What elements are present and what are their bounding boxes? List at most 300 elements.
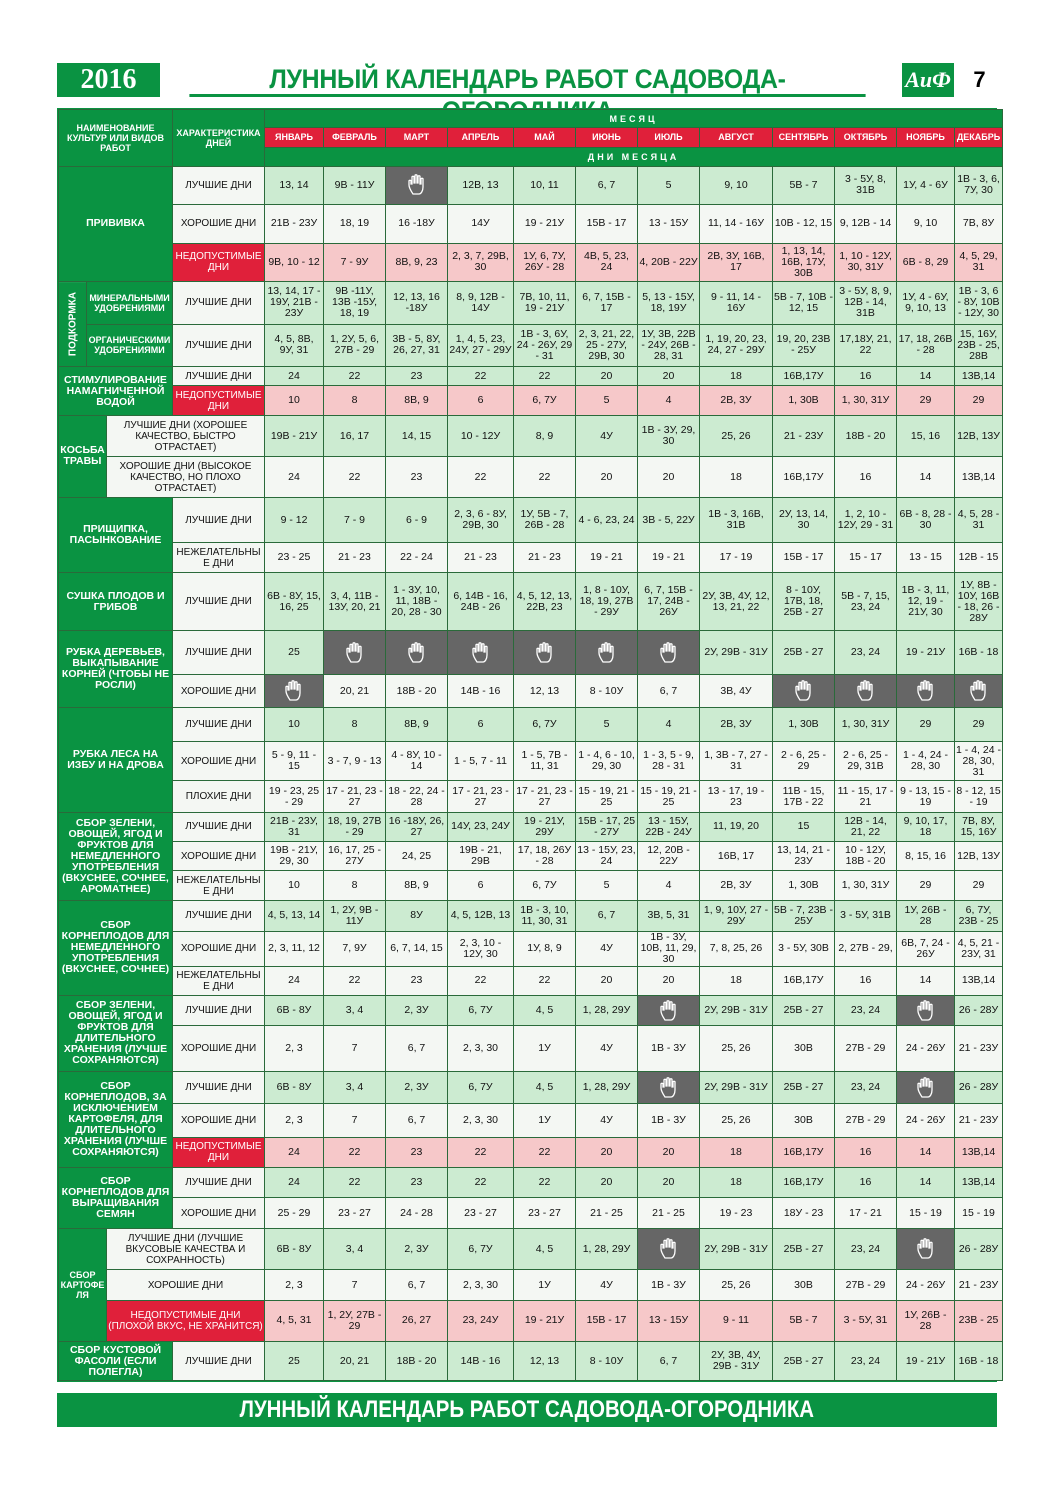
table-row — [59, 386, 1003, 415]
month-header: ОКТЯБРЬ — [835, 128, 897, 148]
day-cell: 17, 18, 26У - 28 — [514, 842, 576, 871]
day-cell: 7, 8, 25, 26 — [700, 932, 773, 966]
day-cell: 17 - 19 — [700, 543, 773, 572]
hand-stop-icon — [596, 641, 618, 665]
day-cell: 2У, 29В - 31У — [700, 1071, 773, 1103]
day-cell: 24 - 26У — [897, 1270, 955, 1300]
table-row — [59, 631, 1003, 675]
day-cell: 30В — [773, 1104, 835, 1137]
day-cell: 8В, 9 — [386, 871, 448, 900]
day-cell: 3, 4 — [324, 1228, 386, 1270]
day-cell: 14, 15 — [386, 415, 448, 457]
day-cell: 2, 3, 21, 22, 25 - 27У, 29В, 30 — [576, 324, 638, 367]
day-cell: 13В,14 — [955, 966, 1003, 995]
row-label-best: ЛУЧШИЕ ДНИ — [173, 282, 265, 325]
day-cell: 12, 13 — [514, 1342, 576, 1381]
day-cell: 20 — [576, 1168, 638, 1198]
day-cell: 9 - 13, 15 - 19 — [897, 781, 955, 812]
group-kosba: КОСЬБА ТРАВЫ — [59, 415, 107, 497]
day-cell: 14 — [897, 1137, 955, 1167]
group-stim: СТИМУЛИРОВАНИЕ НАМАГНИЧЕННОЙ ВОДОЙ — [59, 367, 173, 416]
day-cell: 6В - 8У — [265, 995, 324, 1025]
day-cell: 5 — [638, 166, 700, 204]
day-cell: 27В - 29 — [835, 1026, 897, 1072]
row-label-best: ЛУЧШИЕ ДНИ — [173, 367, 265, 386]
group-sbor-fasoli: СБОР КУСТОВОЙ ФАСОЛИ (ЕСЛИ ПОЛЕГЛА) — [59, 1342, 173, 1381]
hand-stop-icon — [534, 641, 556, 665]
day-cell: 22 — [514, 1137, 576, 1167]
day-cell: 22 — [448, 457, 514, 498]
row-label-kart-best: ЛУЧШИЕ ДНИ (ЛУЧШИЕ ВКУСОВЫЕ КАЧЕСТВА И СОХРАННОСТЬ) — [107, 1228, 265, 1270]
day-cell: 17,18У, 21, 22 — [835, 324, 897, 367]
day-cell: 6 — [448, 386, 514, 415]
hand-stop-icon — [915, 1237, 937, 1261]
hand-stop-icon — [915, 999, 937, 1023]
day-cell: 16 — [835, 966, 897, 995]
day-cell: 1, 2У, 27В - 29 — [324, 1300, 386, 1342]
day-cell: 20 — [638, 1137, 700, 1167]
day-cell: 29 — [897, 708, 955, 741]
day-cell: 12В, 13У — [955, 842, 1003, 871]
day-cell: 21 - 23У — [955, 1104, 1003, 1137]
day-cell: 19 - 21У — [514, 205, 576, 243]
day-cell: 1, 2У, 5, 6, 27В - 29 — [324, 324, 386, 367]
hand-stop-icon — [897, 1228, 955, 1270]
hand-stop-icon — [470, 641, 492, 665]
day-cell: 1В - 3, 11, 12, 19 - 21У, 30 — [897, 572, 955, 631]
day-cell: 21 - 23 — [514, 543, 576, 572]
day-cell: 15, 16 — [897, 415, 955, 457]
day-cell: 6В - 8У — [265, 1228, 324, 1270]
day-cell: 13, 14, 21 - 23У — [773, 842, 835, 871]
day-cell: 16 — [835, 1137, 897, 1167]
day-cell: 5В - 7, 23В - 25У — [773, 900, 835, 931]
day-cell: 22 — [448, 1137, 514, 1167]
group-prishipka: ПРИЩИПКА, ПАСЫНКОВАНИЕ — [59, 497, 173, 572]
day-cell: 14 — [897, 1168, 955, 1198]
group-sbor-kartofelya: СБОР КАРТОФЕЛЯ — [59, 1228, 107, 1341]
day-cell: 12В - 15 — [955, 543, 1003, 572]
day-cell: 22 - 24 — [386, 543, 448, 572]
day-cell: 7, 9У — [324, 932, 386, 966]
day-cell: 1, 9, 10У, 27 - 29У — [700, 900, 773, 931]
day-cell: 21 - 25 — [576, 1198, 638, 1228]
table-row — [59, 543, 1003, 572]
row-label-best: ЛУЧШИЕ ДНИ — [173, 497, 265, 543]
day-cell: 8 - 10У — [576, 675, 638, 708]
day-cell: 23 - 27 — [448, 1198, 514, 1228]
table-row — [59, 1104, 1003, 1137]
row-label-best: ЛУЧШИЕ ДНИ — [173, 631, 265, 675]
day-cell: 12В, 13У — [955, 415, 1003, 457]
hand-stop-icon — [897, 675, 955, 708]
day-cell: 2У, 29В - 31У — [700, 995, 773, 1025]
hand-stop-icon — [406, 173, 428, 197]
day-cell: 14В - 16 — [448, 1342, 514, 1381]
day-cell: 1У, 26В - 28 — [897, 1300, 955, 1342]
day-cell: 10 - 12У — [448, 415, 514, 457]
day-cell: 30В — [773, 1270, 835, 1300]
row-label-good: ХОРОШИЕ ДНИ — [107, 1270, 265, 1300]
day-cell: 12, 20В - 22У — [638, 842, 700, 871]
day-cell: 6В, 7, 24 - 26У — [897, 932, 955, 966]
table-row — [59, 1300, 1003, 1342]
day-cell: 20 — [576, 966, 638, 995]
group-sbor-korneplodov-dlitelno: СБОР КОРНЕПЛОДОВ, ЗА ИСКЛЮЧЕНИЕМ КАРТОФЕЛЯ, ДЛЯ ДЛИТЕЛЬНОГО ХРАНЕНИЯ (ЛУЧШЕ СОХРАНЯЮТСЯ) — [59, 1071, 173, 1167]
group-sbor-korneplodov-semena: СБОР КОРНЕПЛОДОВ ДЛЯ ВЫРАЩИВАНИЯ СЕМЯН — [59, 1168, 173, 1229]
page-footer — [57, 1393, 997, 1427]
table-row — [59, 900, 1003, 931]
day-cell: 9, 10 — [897, 205, 955, 243]
day-cell: 6, 7 — [386, 1270, 448, 1300]
table-row — [59, 457, 1003, 498]
day-cell: 24 - 26У — [897, 1026, 955, 1072]
day-cell: 23 - 27 — [514, 1198, 576, 1228]
day-cell: 7В, 8У, 15, 16У — [955, 812, 1003, 841]
day-cell: 6 — [448, 871, 514, 900]
day-cell: 18, 19 — [324, 205, 386, 243]
day-cell: 6, 7, 14, 15 — [386, 932, 448, 966]
day-cell: 12В, 13 — [448, 166, 514, 204]
day-cell: 2, 3У — [386, 1071, 448, 1103]
day-cell: 29 — [955, 708, 1003, 741]
day-cell: 3В, 5, 31 — [638, 900, 700, 931]
day-cell: 3 - 5У, 31 — [835, 1300, 897, 1342]
day-cell: 2, 3, 30 — [448, 1026, 514, 1072]
subgroup-mineral: МИНЕРАЛЬНЫМИ УДОБРЕНИЯМИ — [87, 282, 173, 325]
table-row — [59, 781, 1003, 812]
day-cell: 16 -18У — [386, 205, 448, 243]
table-row — [59, 812, 1003, 841]
row-label-best: ЛУЧШИЕ ДНИ — [173, 708, 265, 741]
row-label-good: ХОРОШИЕ ДНИ — [173, 741, 265, 780]
day-cell: 18 — [700, 367, 773, 386]
day-cell: 7В, 10, 11, 19 - 21У — [514, 282, 576, 325]
day-cell: 6, 7, 15В - 17, 24В - 26У — [638, 572, 700, 631]
day-cell: 29 — [955, 386, 1003, 415]
lunar-calendar-table — [58, 109, 1003, 1381]
day-cell: 4 — [638, 871, 700, 900]
day-cell: 29 — [897, 871, 955, 900]
day-cell: 24 - 28 — [386, 1198, 448, 1228]
day-cell: 6В - 8, 29 — [897, 243, 955, 281]
day-cell: 1, 30В — [773, 871, 835, 900]
day-cell: 3В - 5, 22У — [638, 497, 700, 543]
day-cell: 19 - 21У — [514, 1300, 576, 1342]
day-cell: 22 — [514, 457, 576, 498]
day-cell: 1, 30В — [773, 708, 835, 741]
day-cell: 23 — [386, 367, 448, 386]
day-cell: 22 — [514, 966, 576, 995]
day-cell: 18 - 22, 24 - 28 — [386, 781, 448, 812]
day-cell: 26 - 28У — [955, 1228, 1003, 1270]
day-cell: 14 — [897, 367, 955, 386]
day-cell: 11В - 15, 17В - 22 — [773, 781, 835, 812]
day-cell: 7 — [324, 1270, 386, 1300]
row-label-kosba-best: ЛУЧШИЕ ДНИ (ХОРОШЕЕ КАЧЕСТВО, БЫСТРО ОТРАСТАЕТ) — [107, 415, 265, 457]
day-cell: 16В,17У — [773, 367, 835, 386]
group-sbor-zeleni-dlitelno: СБОР ЗЕЛЕНИ, ОВОЩЕЙ, ЯГОД И ФРУКТОВ ДЛЯ ДЛИТЕЛЬНОГО ХРАНЕНИЯ (ЛУЧШЕ СОХРАНЯЮТСЯ) — [59, 995, 173, 1071]
year-badge: 2016 — [57, 63, 160, 97]
day-cell: 22 — [324, 1168, 386, 1198]
day-cell: 4, 5 — [514, 995, 576, 1025]
day-cell: 19В - 21У — [265, 415, 324, 457]
day-cell: 16 — [835, 367, 897, 386]
hand-stop-icon — [638, 995, 700, 1025]
day-cell: 4У — [576, 1270, 638, 1300]
day-cell: 1В - 3, 6, 7У, 30 — [955, 166, 1003, 204]
day-cell: 16В,17У — [773, 966, 835, 995]
day-cell: 15В - 17, 25 - 27У — [576, 812, 638, 841]
day-cell: 1В - 3, 10, 11, 30, 31 — [514, 900, 576, 931]
day-cell: 13 - 17, 19 - 23 — [700, 781, 773, 812]
day-cell: 6, 7У — [448, 1071, 514, 1103]
day-cell: 22 — [324, 966, 386, 995]
day-cell: 23, 24 — [835, 1071, 897, 1103]
day-cell: 18В - 20 — [835, 415, 897, 457]
day-cell: 19 - 21У, 29У — [514, 812, 576, 841]
day-cell: 2В, 3У — [700, 708, 773, 741]
day-cell: 14У — [448, 205, 514, 243]
hand-stop-icon — [835, 675, 897, 708]
day-cell: 22 — [514, 1168, 576, 1198]
day-cell: 5 — [576, 386, 638, 415]
row-label-good: ХОРОШИЕ ДНИ — [173, 842, 265, 871]
hand-stop-icon — [406, 641, 428, 665]
day-cell: 1, 2, 10 - 12У, 29 - 31 — [835, 497, 897, 543]
day-cell: 25, 26 — [700, 1270, 773, 1300]
day-cell: 15, 16У, 23В - 25, 28В — [955, 324, 1003, 367]
day-cell: 8 - 12, 15 - 19 — [955, 781, 1003, 812]
table-row — [59, 966, 1003, 995]
row-label-best: ЛУЧШИЕ ДНИ — [173, 166, 265, 204]
day-cell: 4У — [576, 932, 638, 966]
day-cell: 9, 10 — [700, 166, 773, 204]
day-cell: 9 - 11 — [700, 1300, 773, 1342]
day-cell: 6, 14В - 16, 24В - 26 — [448, 572, 514, 631]
day-cell: 1В - 3, 6 - 8У, 10В - 12У, 30 — [955, 282, 1003, 325]
day-cell: 1В - 3У, 29, 30 — [638, 415, 700, 457]
day-cell: 8 — [324, 386, 386, 415]
row-label-best: ЛУЧШИЕ ДНИ — [173, 812, 265, 841]
group-podkormka — [59, 282, 87, 367]
day-cell: 12, 13 — [514, 675, 576, 708]
day-cell: 7 - 9У — [324, 243, 386, 281]
hand-stop-icon — [386, 631, 448, 675]
day-cell: 4, 5, 13, 14 — [265, 900, 324, 931]
day-cell: 4В, 5, 23, 24 — [576, 243, 638, 281]
day-cell: 1У, 4 - 6У — [897, 166, 955, 204]
day-cell: 22 — [324, 457, 386, 498]
day-cell: 9, 12В - 14 — [835, 205, 897, 243]
month-title: МЕСЯЦ — [265, 110, 1003, 128]
page-title: ЛУННЫЙ КАЛЕНДАРЬ РАБОТ САДОВОДА- — [189, 63, 865, 97]
day-cell: 24 - 26У — [897, 1104, 955, 1137]
day-cell: 2, 3, 6 - 8У, 29В, 30 — [448, 497, 514, 543]
day-cell: 1, 28, 29У — [576, 1071, 638, 1103]
day-cell: 2У, 29В - 31У — [700, 1228, 773, 1270]
day-cell: 6, 7 — [638, 675, 700, 708]
day-cell: 4 - 8У, 10 - 14 — [386, 741, 448, 780]
day-cell: 24, 25 — [386, 842, 448, 871]
day-cell: 25 - 29 — [265, 1198, 324, 1228]
hand-stop-icon — [658, 999, 680, 1023]
hand-stop-icon — [915, 679, 937, 703]
day-cell: 4, 5, 29, 31 — [955, 243, 1003, 281]
table-row — [59, 1228, 1003, 1270]
day-cell: 3 - 5У, 31В — [835, 900, 897, 931]
day-cell: 19В - 21У, 29, 30 — [265, 842, 324, 871]
hand-stop-icon — [968, 679, 990, 703]
day-cell: 26 - 28У — [955, 995, 1003, 1025]
day-cell: 21В - 23У — [265, 205, 324, 243]
day-cell: 14 — [897, 966, 955, 995]
row-label-kart-forbidden: НЕДОПУСТИМЫЕ ДНИ (ПЛОХОЙ ВКУС, НЕ ХРАНИТСЯ) — [107, 1300, 265, 1342]
day-cell: 8, 9 — [514, 415, 576, 457]
row-label-good: ХОРОШИЕ ДНИ — [173, 1104, 265, 1137]
hand-stop-icon — [324, 631, 386, 675]
day-cell: 6, 7У — [514, 871, 576, 900]
day-cell: 2В, 3У, 16В, 17 — [700, 243, 773, 281]
day-cell: 6, 7 — [638, 1342, 700, 1381]
day-cell: 13 - 15У — [638, 1300, 700, 1342]
day-cell: 23, 24 — [835, 1342, 897, 1381]
month-header: МАРТ — [386, 128, 448, 148]
day-cell: 4, 5 — [514, 1228, 576, 1270]
day-cell: 2У, 3В, 4У, 29В - 31У — [700, 1342, 773, 1381]
row-label-best: ЛУЧШИЕ ДНИ — [173, 324, 265, 367]
day-cell: 20 — [576, 367, 638, 386]
day-cell: 10 — [265, 871, 324, 900]
day-cell: 8, 9, 12В - 14У — [448, 282, 514, 325]
day-cell: 25В - 27 — [773, 1071, 835, 1103]
day-cell: 2, 3, 7, 29В, 30 — [448, 243, 514, 281]
row-label-kosba-good: ХОРОШИЕ ДНИ (ВЫСОКОЕ КАЧЕСТВО, НО ПЛОХО ОТРАСТАЕТ) — [107, 457, 265, 498]
row-label-best: ЛУЧШИЕ ДНИ — [173, 572, 265, 631]
hand-stop-icon — [265, 675, 324, 708]
day-cell: 6, 7, 15В - 17 — [576, 282, 638, 325]
day-cell: 1У, 8В - 10У, 16В - 18, 26 - 28У — [955, 572, 1003, 631]
row-label-best: ЛУЧШИЕ ДНИ — [173, 1168, 265, 1198]
row-label-best: ЛУЧШИЕ ДНИ — [173, 1071, 265, 1103]
day-cell: 22 — [448, 367, 514, 386]
day-cell: 10 — [265, 386, 324, 415]
hand-stop-icon — [448, 631, 514, 675]
hand-stop-icon — [915, 1076, 937, 1100]
day-cell: 22 — [514, 367, 576, 386]
day-cell: 8 — [324, 871, 386, 900]
table-row — [59, 324, 1003, 367]
group-privivka: ПРИВИВКА — [59, 166, 173, 281]
day-cell: 9В -11У, 13В -15У, 18, 19 — [324, 282, 386, 325]
day-cell: 1, 2У, 9В - 11У — [324, 900, 386, 931]
day-cell: 2, 27В - 29, — [835, 932, 897, 966]
day-cell: 8В, 9 — [386, 386, 448, 415]
day-cell: 16В - 18 — [955, 1342, 1003, 1381]
day-cell: 2В, 3У — [700, 871, 773, 900]
day-cell: 18 — [700, 1168, 773, 1198]
day-cell: 6В - 8, 28 - 30 — [897, 497, 955, 543]
day-cell: 15 - 19, 21 - 25 — [576, 781, 638, 812]
day-cell: 24 — [265, 1137, 324, 1167]
day-cell: 12, 13, 16 -18У — [386, 282, 448, 325]
day-cell: 22 — [448, 966, 514, 995]
day-cell: 21 - 23 — [448, 543, 514, 572]
page-header — [57, 63, 997, 97]
day-cell: 4, 5, 12, 13, 22В, 23 — [514, 572, 576, 631]
row-label-good: ХОРОШИЕ ДНИ — [173, 675, 265, 708]
day-cell: 19 - 21У — [897, 1342, 955, 1381]
table-row — [59, 1026, 1003, 1072]
day-cell: 2, 3У — [386, 1228, 448, 1270]
day-cell: 4 — [638, 708, 700, 741]
day-cell: 23, 24 — [835, 1228, 897, 1270]
day-cell: 6, 7 — [386, 1104, 448, 1137]
group-rubka-lesa: РУБКА ЛЕСА НА ИЗБУ И НА ДРОВА — [59, 708, 173, 812]
hand-stop-icon — [576, 631, 638, 675]
day-cell: 5 — [576, 708, 638, 741]
day-cell: 10, 11 — [514, 166, 576, 204]
day-cell: 4, 20В - 22У — [638, 243, 700, 281]
day-cell: 21 - 23У — [955, 1026, 1003, 1072]
day-cell: 2, 3, 10 - 12У, 30 — [448, 932, 514, 966]
day-cell: 5 - 9, 11 - 15 — [265, 741, 324, 780]
day-cell: 13 - 15У, 23, 24 — [576, 842, 638, 871]
row-label-good: ХОРОШИЕ ДНИ — [173, 205, 265, 243]
hand-stop-icon — [658, 641, 680, 665]
day-cell: 25, 26 — [700, 1026, 773, 1072]
day-cell: 21 - 23У — [955, 1270, 1003, 1300]
day-cell: 23 - 27 — [324, 1198, 386, 1228]
day-cell: 17 - 21 — [835, 1198, 897, 1228]
day-cell: 3 - 7, 9 - 13 — [324, 741, 386, 780]
day-cell: 2, 3, 30 — [448, 1270, 514, 1300]
day-cell: 1У, 26В - 28 — [897, 900, 955, 931]
day-cell: 2, 3У — [386, 995, 448, 1025]
day-cell: 25В - 27 — [773, 1228, 835, 1270]
day-cell: 6В - 8У — [265, 1071, 324, 1103]
day-cell: 21 - 25 — [638, 1198, 700, 1228]
row-label-good: ХОРОШИЕ ДНИ — [173, 1198, 265, 1228]
day-cell: 1, 30, 31У — [835, 386, 897, 415]
day-cell: 5, 13 - 15У, 18, 19У — [638, 282, 700, 325]
day-cell: 15 - 17 — [835, 543, 897, 572]
month-header: АВГУСТ — [700, 128, 773, 148]
day-cell: 21 - 23 — [324, 543, 386, 572]
day-cell: 6, 7 — [386, 1026, 448, 1072]
table-row — [59, 995, 1003, 1025]
month-header: ИЮЛЬ — [638, 128, 700, 148]
day-cell: 4, 5, 12В, 13 — [448, 900, 514, 931]
day-cell: 25, 26 — [700, 1104, 773, 1137]
day-cell: 1 - 3У, 10, 11, 18В - 20, 28 - 30 — [386, 572, 448, 631]
day-cell: 3 - 5У, 8, 9, 12В - 14, 31В — [835, 282, 897, 325]
month-header: СЕНТЯБРЬ — [773, 128, 835, 148]
hand-stop-icon — [386, 166, 448, 204]
day-cell: 3В, 4У — [700, 675, 773, 708]
hand-stop-icon — [638, 1071, 700, 1103]
day-cell: 10 — [265, 708, 324, 741]
day-cell: 11, 14 - 16У — [700, 205, 773, 243]
day-cell: 4, 5, 28 - 31 — [955, 497, 1003, 543]
day-cell: 19 - 21У — [897, 631, 955, 675]
hand-stop-icon — [658, 1076, 680, 1100]
hand-stop-icon — [897, 995, 955, 1025]
day-cell: 30В — [773, 1026, 835, 1072]
day-cell: 2, 3, 30 — [448, 1104, 514, 1137]
day-cell: 1В - 3, 16В, 31В — [700, 497, 773, 543]
day-cell: 1 - 3, 5 - 9, 28 - 31 — [638, 741, 700, 780]
